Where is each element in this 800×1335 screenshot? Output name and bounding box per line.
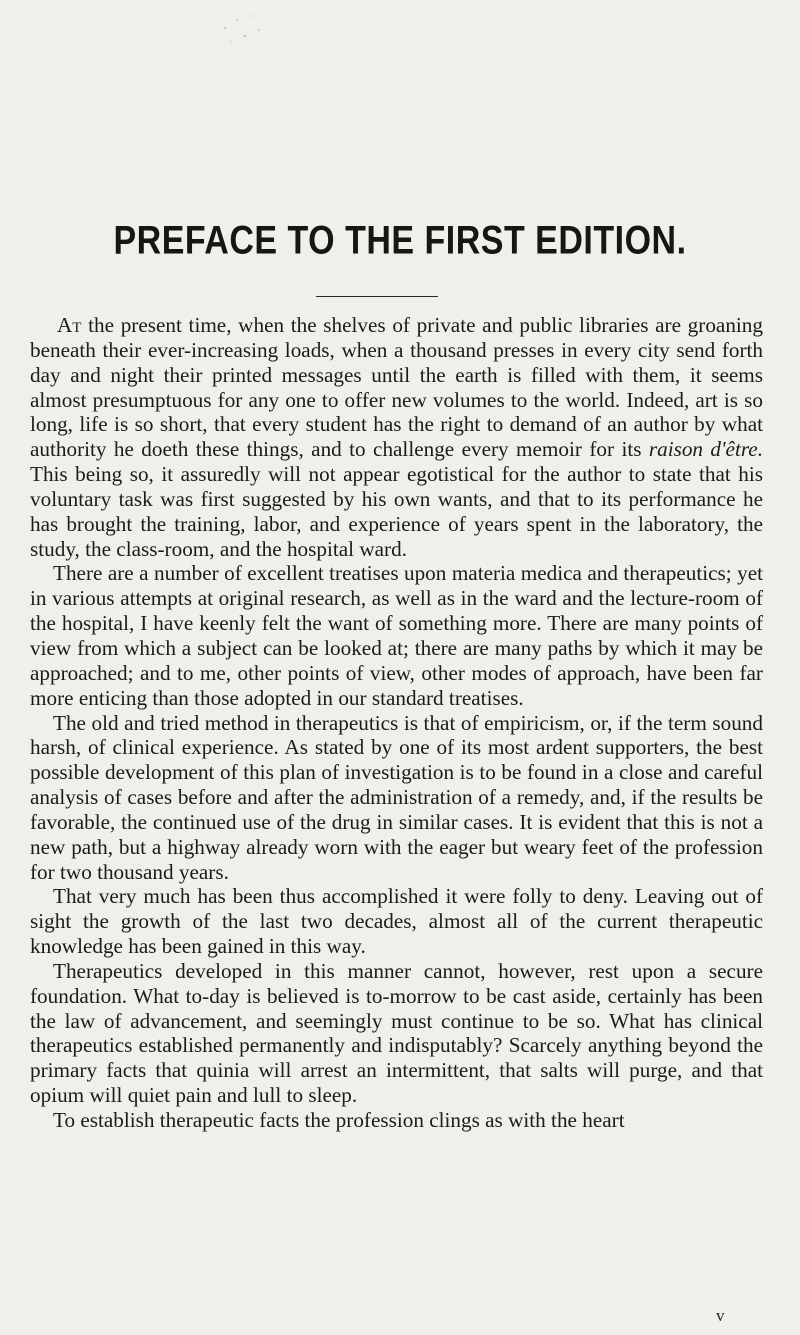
opening-word: At [57,313,82,337]
paragraph-3: The old and tried method in therapeutics is that of empiricism, or, if the term sound harsh, of clinical experience. As stated by one of its most ardent supporters, the best possible development of this plan of investigation is to be found in a close and careful analysis of cases before and after the administration of a remedy, and, if the results be favorable, the continued use of the drug in similar cases. It is evident that this is not a new path, but a highway already worn with the eager but weary feet of the profession for two thousand years. [30,710,763,884]
paragraph-1 [30,313,763,561]
title-divider [316,296,438,297]
italic-phrase: raison d'être. [648,437,763,462]
paragraph-6: To establish therapeutic facts the profession clings as with the heart [53,1108,625,1132]
paragraph-5: Therapeutics developed in this manner cannot, however, rest upon a secure foundation. What to-day is believed is to-morrow to be cast aside, certainly has been the law of advancement, and seemingly must continue to be so. What has clinical therapeutics established permanently and indisputably? Scarcely anything beyond the primary facts that quinia will arrest an intermittent, that salts will purge, and that opium will quiet pain and lull to sleep. [30,958,763,1108]
paper-speckle [215,8,275,48]
page-number: v [716,1306,725,1325]
page-title: PREFACE TO THE FIRST EDITION. [113,218,687,263]
paragraph-1-text-a: the present time, when the shelves of private and public libraries are groaning beneath their ever-increasing loads, when a thousand presses in every city send forth day and night their printed messages until the earth is filled with them, it seems almost presumptuous for any one to offer new volumes to the world. Indeed, art is so long, life is so short, that every student has the right to demand of an author by what authority he doeth these things, and to challenge every memoir for its [30,313,763,462]
preface-body [30,313,763,1133]
paragraph-2: There are a number of excellent treatises upon materia medica and therapeutics; yet in various attempts at original research, as well as in the ward and the lecture-room of the hospital, I have keenly felt the want of something more. There are many points of view from which a subject can be looked at; there are many paths by which it may be approached; and to me, other points of view, other modes of approach, have been far more enticing than those adopted in our standard treatises. [30,561,763,710]
paragraph-1-text-b: This being so, it assuredly will not appear egotistical for the author to state that his voluntary task was first suggested by his own wants, and that to its performance he has brought the training, labor, and experience of years spent in the laboratory, the study, the class-room, and the hospital ward. [30,462,763,561]
paragraph-4: That very much has been thus accomplished it were folly to deny. Leaving out of sight the growth of the last two decades, almost all of the current therapeutic knowledge has been gained in this way. [30,884,763,959]
